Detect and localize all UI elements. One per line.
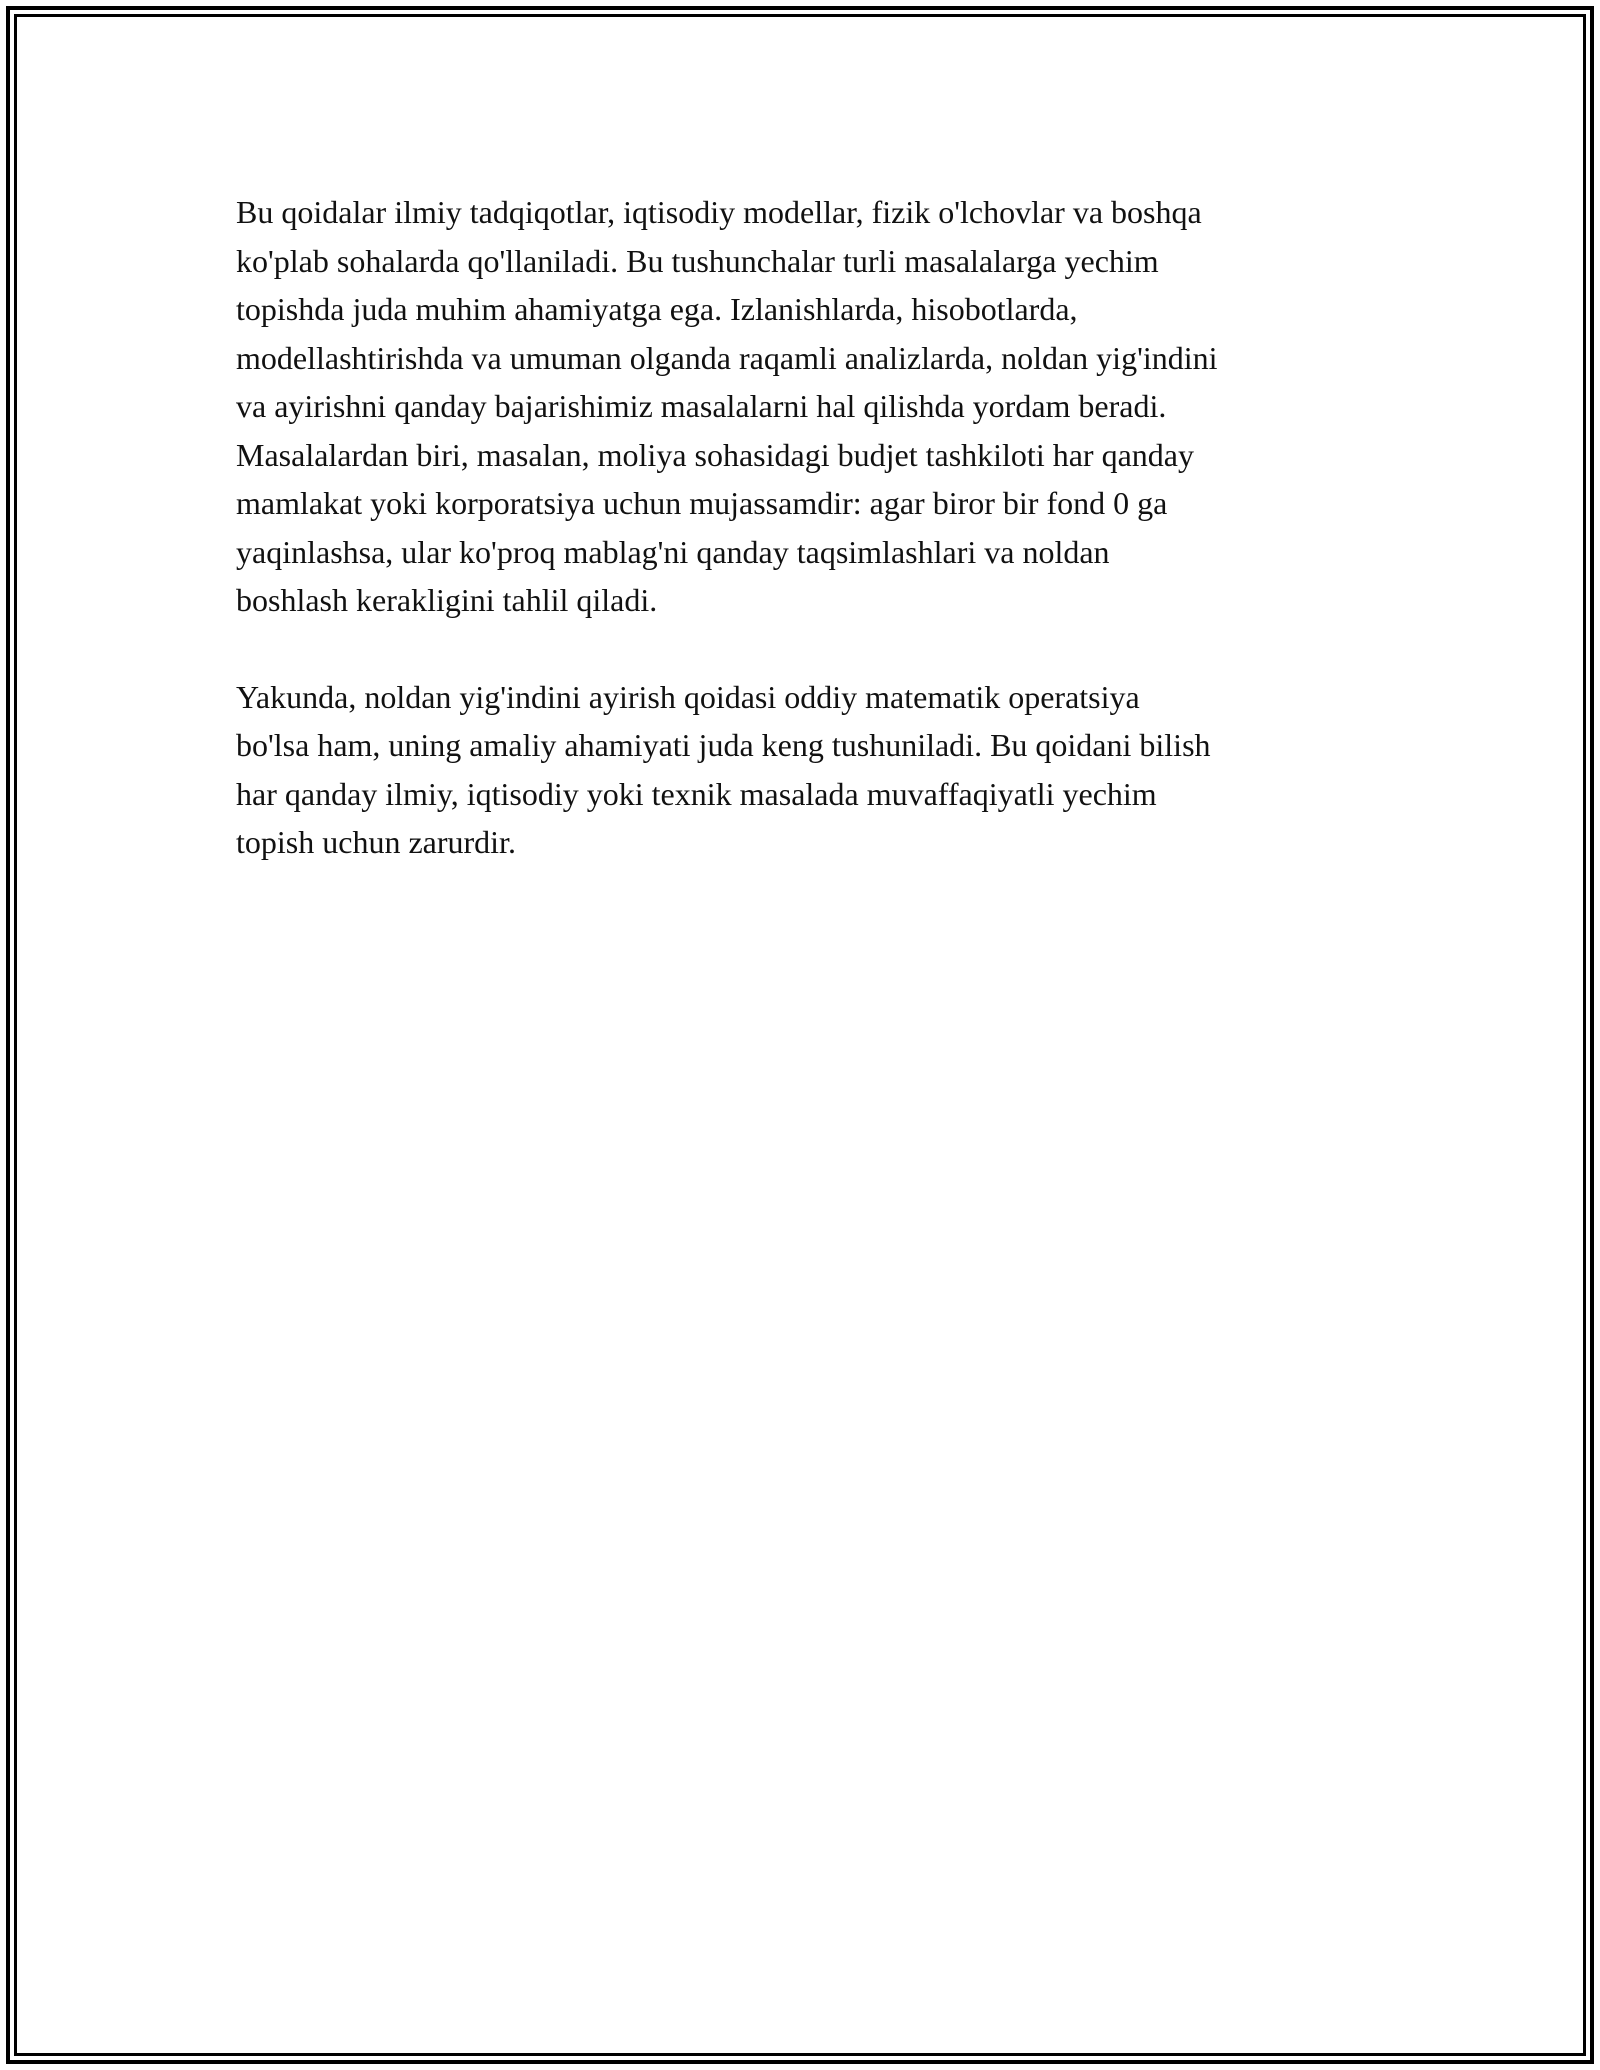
paragraph-1: Bu qoidalar ilmiy tadqiqotlar, iqtisodiy modellar, fizik o'lchovlar va boshqa ko'plab sohalarda qo'llaniladi. Bu tushunchalar turli masalalarga yechim topishda juda muhim ahamiyatga ega. Izlanishlarda, hisobotlarda, modellashtirishda va umuman olganda raqamli analizlarda, noldan yig'indini va ayirishni qanday bajarishimiz masalalarni hal qilishda yordam beradi. Masalalardan biri, masalan, moliya sohasidagi budjet tashkiloti har qanday mamlakat yoki korporatsiya uchun mujassamdir: agar biror bir fond 0 ga yaqinlashsa, ular ko'proq mablag'ni qanday taqsimlashlari va noldan boshlash kerakligini tahlil qiladi. xyxy=(236,194,1218,618)
document-body xyxy=(236,188,1376,915)
paragraph-2: Yakunda, noldan yig'indini ayirish qoidasi oddiy matematik operatsiya bo'lsa ham, uning amaliy ahamiyati juda keng tushuniladi. Bu qoidani bilish har qanday ilmiy, iqtisodiy yoki texnik masalada muvaffaqiyatli yechim topish uchun zarurdir. xyxy=(236,678,1211,860)
